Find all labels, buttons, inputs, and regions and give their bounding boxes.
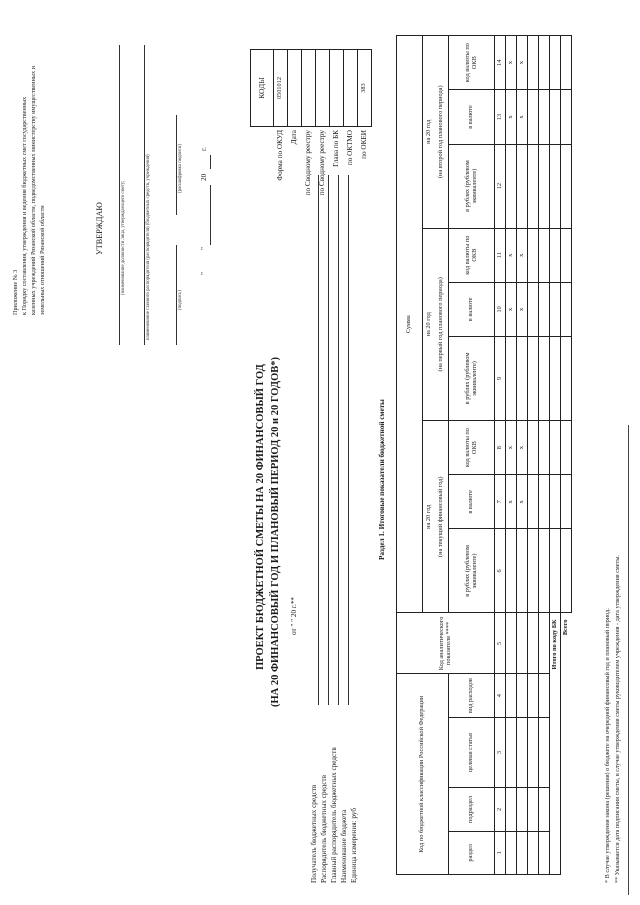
x-mark: x	[517, 475, 528, 529]
col-num: 5	[495, 613, 506, 674]
code-label: Дата	[290, 130, 298, 145]
itogo-row	[550, 36, 561, 875]
position-line	[119, 45, 120, 345]
col-val: в валюте	[449, 282, 495, 336]
table-row	[517, 36, 528, 875]
code-date	[288, 50, 302, 127]
field-recipient: Получатель бюджетных средств	[310, 784, 318, 883]
x-mark: x	[517, 282, 528, 336]
year-3: на 20 год	[423, 36, 436, 229]
x-mark: x	[506, 282, 517, 336]
col-rub: в рублях (рублевом эквиваленте)	[449, 529, 495, 613]
vsego-row	[561, 36, 572, 875]
code-label: по ОКТМО	[346, 130, 354, 166]
col-num: 3	[495, 717, 506, 787]
appendix-number: Приложение № 3	[12, 269, 19, 315]
field-line	[338, 175, 339, 705]
col-num: 10	[495, 282, 506, 336]
appendix-line: земельных отношений Рязанской области	[39, 205, 46, 315]
head-line	[144, 45, 145, 345]
code-okud: 0501012	[274, 50, 288, 127]
col-val: в валюте	[449, 475, 495, 529]
appendix-line: казенных учреждений Рязанской области, подведомственных министерству имущественных и	[30, 66, 37, 315]
code-label: Форма по ОКУД	[276, 130, 284, 181]
doc-date: от " " 20 г.**	[290, 596, 298, 635]
x-mark: x	[517, 421, 528, 475]
x-mark: x	[506, 90, 517, 144]
col-razdel: раздел	[449, 831, 495, 874]
col-num: 1	[495, 831, 506, 874]
code-oktmo	[344, 50, 358, 127]
col-val: в валюте	[449, 90, 495, 144]
col-okv: код валюты по ОКВ	[449, 228, 495, 282]
col-okv: код валюты по ОКВ	[449, 36, 495, 90]
col-num: 12	[495, 144, 506, 228]
col-num: 8	[495, 421, 506, 475]
col-num: 6	[495, 529, 506, 613]
footnote-2: ** Указывается дата подписания сметы, в случае утверждения сметы руководителем учреждения - дата утверждения сметы.	[614, 555, 621, 883]
decode-caption: (расшифровка подписи)	[178, 144, 183, 193]
col-num: 14	[495, 36, 506, 90]
field-line	[318, 175, 319, 705]
code-glava	[330, 50, 344, 127]
x-mark: x	[506, 475, 517, 529]
footnote-1: * В случае утверждения закона (решения) о бюджете на очередной финансовый год и плановый период.	[604, 608, 611, 883]
col-tselevaya: целевая статья	[449, 717, 495, 787]
code-okei: 383	[358, 50, 372, 127]
kbk-header: Код по бюджетной классификации Российской Федерации	[397, 674, 449, 875]
approve-date-quote-close: "	[200, 247, 208, 250]
approve-date-suffix: г.	[200, 147, 208, 151]
analytic-header: Код аналитического показателя ****	[397, 613, 495, 674]
vsego-label: Всего	[561, 619, 569, 636]
table-row	[506, 36, 517, 875]
itogo-label: Итого по коду БК	[550, 613, 561, 875]
field-budget: Наименование бюджета	[340, 809, 348, 883]
col-rub: в рублях (рублевом эквиваленте)	[449, 336, 495, 420]
field-main-distributor: Главный распорядитель бюджетных средств	[330, 747, 338, 883]
year-2: на 20 год	[423, 228, 436, 420]
x-mark: x	[506, 228, 517, 282]
sign-line	[176, 245, 177, 345]
col-podrazdel: подраздел	[449, 788, 495, 831]
section-title: Раздел 1. Итоговые показатели бюджетной сметы	[378, 399, 386, 560]
col-num: 13	[495, 90, 506, 144]
field-unit: Единица измерения: руб	[350, 808, 358, 883]
approve-date-year: 20	[200, 173, 208, 181]
budget-table	[396, 35, 572, 875]
col-num: 2	[495, 788, 506, 831]
col-vid: вид расходов	[449, 674, 495, 717]
head-caption: наименование главного распорядителя (распорядителя) (бюджетных средств, учреждения)	[146, 154, 151, 340]
col-num: 9	[495, 336, 506, 420]
code-registry-1	[302, 50, 316, 127]
table-row	[528, 36, 539, 875]
code-label: Глава по БК	[332, 130, 340, 167]
approve-date-month-line	[210, 185, 211, 245]
doc-subtitle: (НА 20 ФИНАНСОВЫЙ ГОД И ПЛАНОВЫЙ ПЕРИОД 20 и 20 ГОДОВ*)	[270, 356, 281, 707]
codes-table	[250, 49, 372, 127]
year-2-sub: (на первый год планового периода)	[436, 228, 449, 420]
position-caption: (наименование должности лица, утверждающего смету;	[121, 180, 126, 295]
page-bottom-rule	[628, 425, 629, 895]
x-mark: x	[506, 36, 517, 90]
doc-title: ПРОЕКТ БЮДЖЕТНОЙ СМЕТЫ НА 20 ФИНАНСОВЫЙ ГОД	[255, 364, 266, 670]
col-num: 7	[495, 475, 506, 529]
x-mark: x	[517, 228, 528, 282]
code-label: по Сводному реестру	[318, 130, 326, 196]
col-num: 11	[495, 228, 506, 282]
field-distributor: Распорядитель бюджетных средств	[320, 774, 328, 883]
table-row	[539, 36, 550, 875]
decode-line	[176, 115, 177, 215]
x-mark: x	[517, 36, 528, 90]
field-line	[328, 175, 329, 705]
year-3-sub: (на второй год планового периода)	[436, 36, 449, 229]
sum-header: Сумма	[397, 36, 423, 613]
code-label: по Сводному реестру	[304, 130, 312, 196]
sign-caption: (подпись)	[178, 290, 183, 310]
code-label: по ОКЕИ	[360, 130, 368, 159]
col-rub: в рублях (рублевом эквиваленте)	[449, 144, 495, 228]
field-line	[348, 175, 349, 705]
x-mark: x	[517, 90, 528, 144]
year-1: на 20 год	[423, 421, 436, 613]
x-mark: x	[506, 421, 517, 475]
col-okv: код валюты по ОКВ	[449, 421, 495, 475]
codes-header: КОДЫ	[251, 50, 274, 127]
approve-date-quote-open: "	[200, 272, 208, 275]
approve-date-year-line	[210, 155, 211, 169]
code-registry-2	[316, 50, 330, 127]
appendix-line: к Порядку составления, утверждения и ведения бюджетных смет государственных	[21, 96, 28, 315]
year-1-sub: (на текущий финансовый год)	[436, 421, 449, 613]
approve-title: УТВЕРЖДАЮ	[95, 202, 104, 255]
col-num: 4	[495, 674, 506, 717]
